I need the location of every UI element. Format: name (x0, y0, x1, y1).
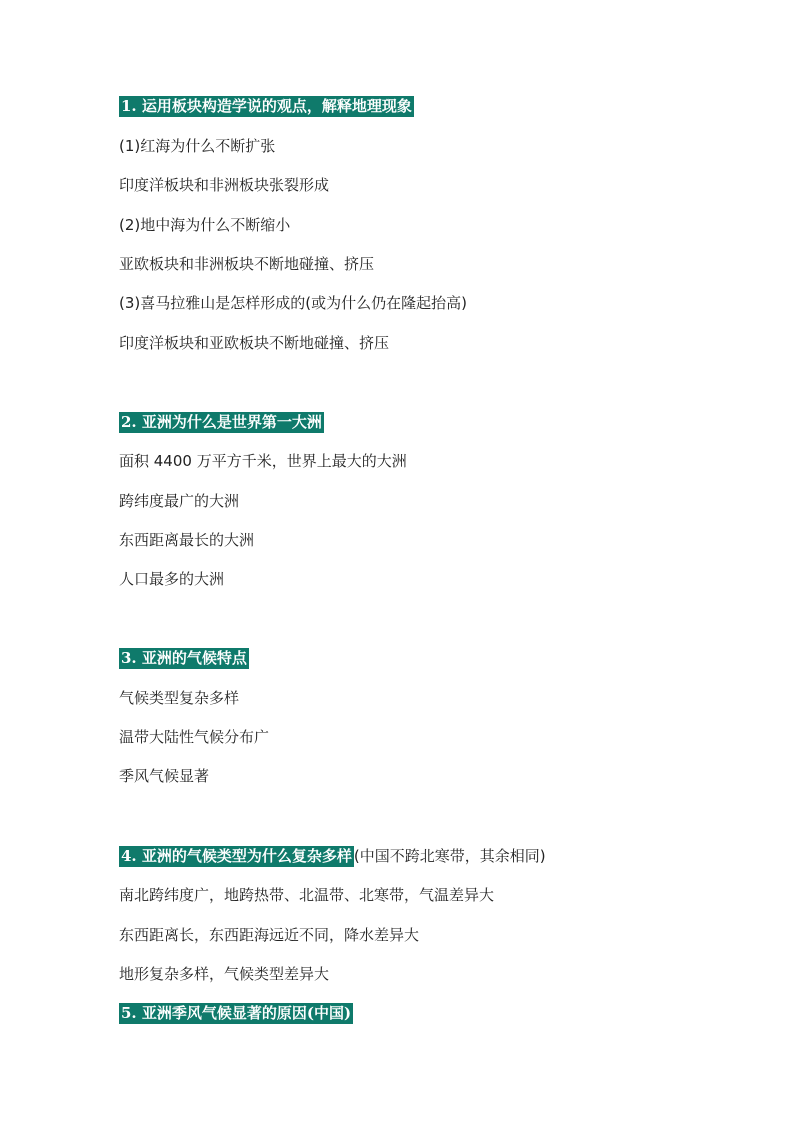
section-2-line-3: 东西距离最长的大洲 (119, 531, 255, 549)
section-1-line-6: 印度洋板块和亚欧板块不断地碰撞、挤压 (119, 334, 390, 352)
section-2-heading-line (119, 411, 324, 433)
section-4-heading-line (119, 845, 546, 867)
section-1-heading: 1. 运用板块构造学说的观点，解释地理现象 (121, 97, 412, 115)
section-2-line-1: 面积 4400 万平方千米，世界上最大的大洲 (119, 452, 407, 470)
section-1-line-1: (1)红海为什么不断扩张 (119, 137, 276, 155)
section-1-line-2: 印度洋板块和非洲板块张裂形成 (119, 176, 330, 194)
section-3-heading-line (119, 647, 249, 669)
section-4-line-3: 地形复杂多样，气候类型差异大 (119, 965, 330, 983)
section-4-heading: 4. 亚洲的气候类型为什么复杂多样 (121, 847, 352, 865)
section-4-note: (中国不跨北寒带，其余相同) (353, 847, 546, 865)
section-2-line-4: 人口最多的大洲 (119, 570, 225, 588)
section-5-heading: 5. 亚洲季风气候显著的原因(中国) (121, 1004, 352, 1022)
section-3-line-2: 温带大陆性气候分布广 (119, 728, 270, 746)
section-1-line-4: 亚欧板块和非洲板块不断地碰撞、挤压 (119, 255, 375, 273)
section-3-heading: 3. 亚洲的气候特点 (121, 649, 247, 667)
section-4-line-1: 南北跨纬度广，地跨热带、北温带、北寒带，气温差异大 (119, 886, 495, 904)
section-5-heading-line (119, 1002, 353, 1024)
section-1-line-3: (2)地中海为什么不断缩小 (119, 216, 291, 234)
section-2-heading: 2. 亚洲为什么是世界第一大洲 (121, 413, 322, 431)
section-3-line-1: 气候类型复杂多样 (119, 689, 240, 707)
section-1-heading-line (119, 95, 414, 117)
section-3-line-3: 季风气候显著 (119, 767, 210, 785)
section-4-line-2: 东西距离长，东西距海远近不同，降水差异大 (119, 926, 420, 944)
section-2-line-2: 跨纬度最广的大洲 (119, 492, 240, 510)
section-1-line-5: (3)喜马拉雅山是怎样形成的(或为什么仍在隆起抬高) (119, 294, 467, 312)
